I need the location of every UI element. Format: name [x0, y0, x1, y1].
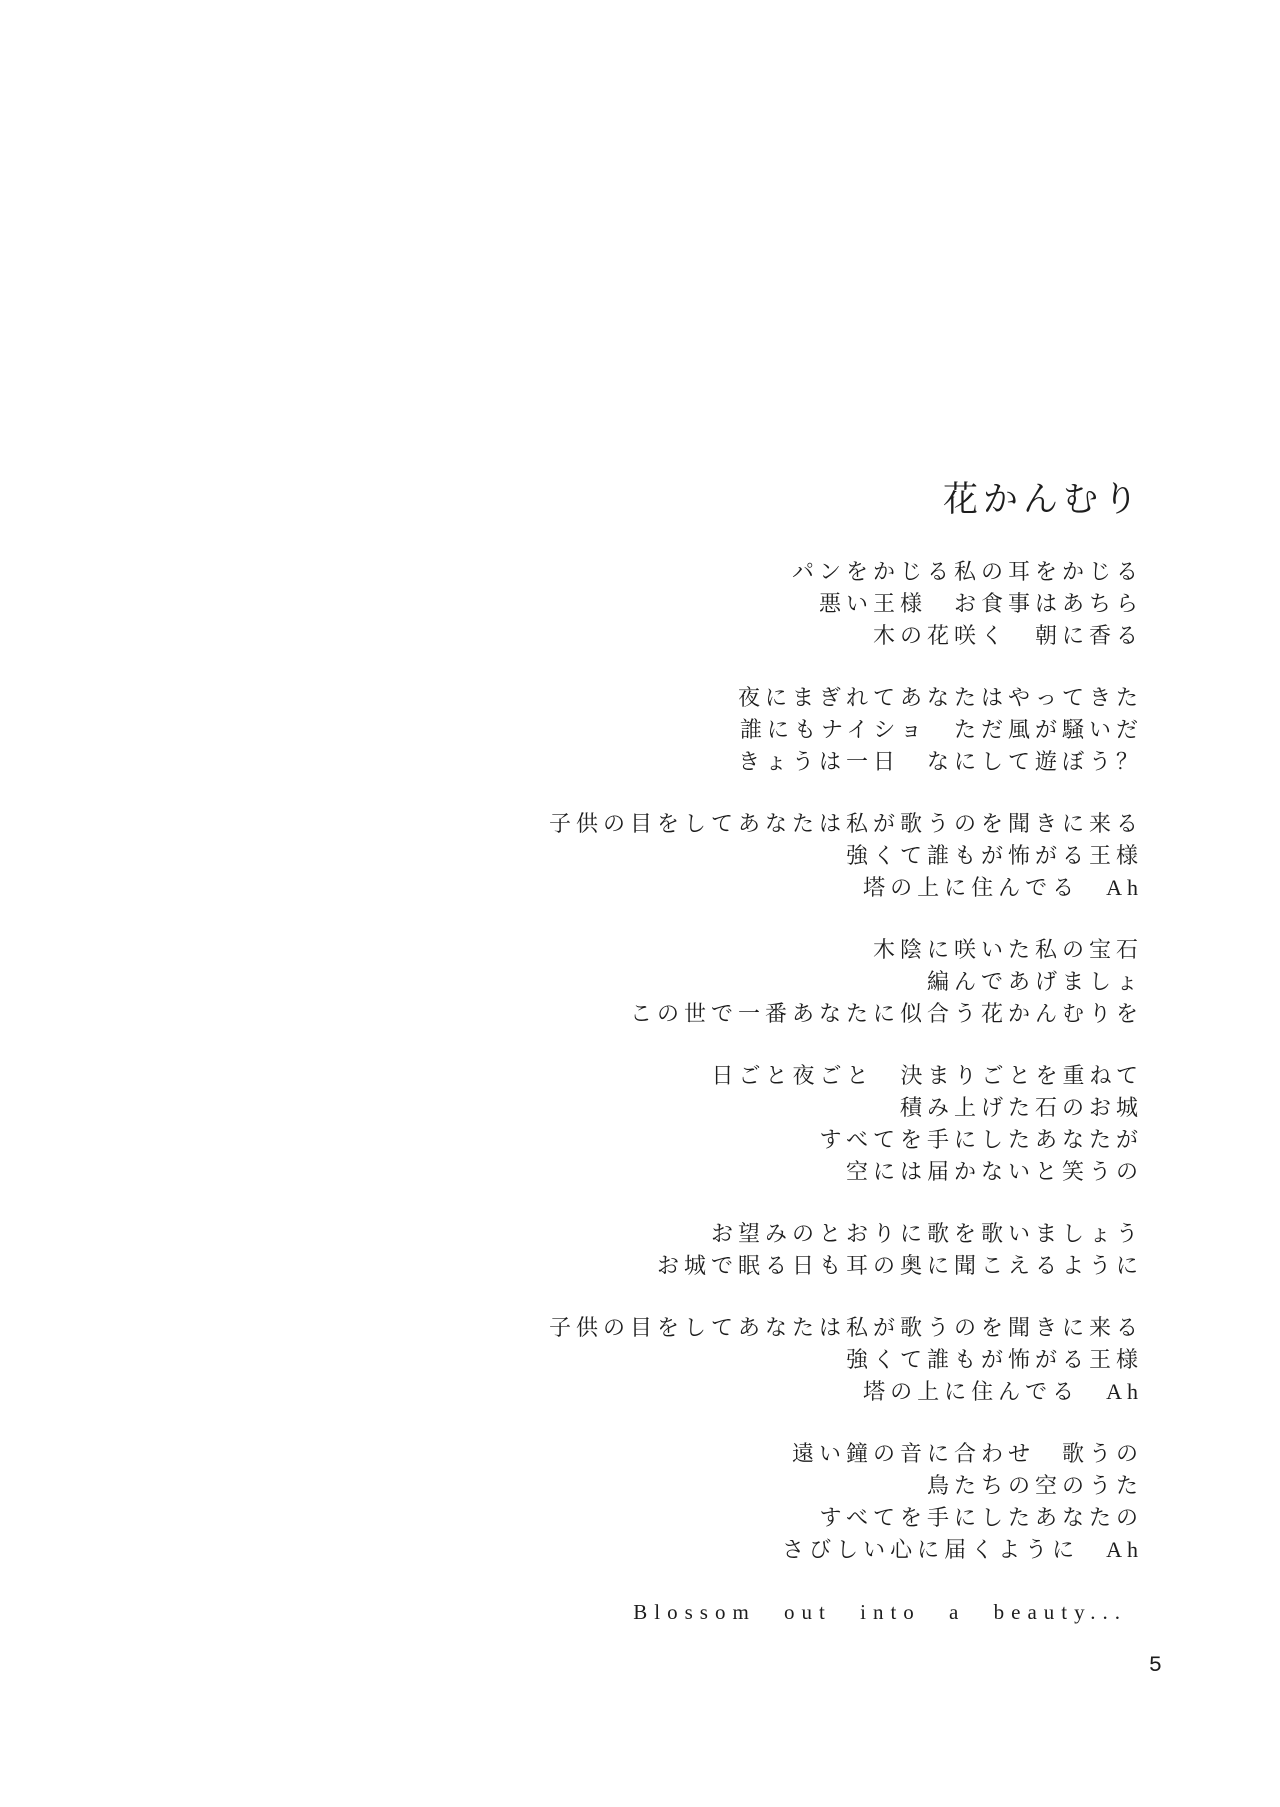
lyrics-stanza-2: [549, 682, 1143, 778]
lyric-line: すべてを手にしたあなたが: [819, 1127, 1143, 1152]
lyric-line: さびしい心に届くように Ah: [782, 1537, 1143, 1562]
lyric-line: 編んであげましょ: [926, 969, 1143, 994]
lyric-line: 子供の目をしてあなたは私が歌うのを聞きに来る: [548, 811, 1143, 836]
lyric-line: 塔の上に住んでる Ah: [863, 1379, 1143, 1404]
lyrics-stanza-5: [549, 1060, 1143, 1188]
lyric-line: 悪い王様 お食事はあちら: [818, 591, 1143, 616]
lyric-line: 鳥たちの空のうた: [926, 1473, 1143, 1498]
song-title: 花かんむり: [942, 480, 1143, 519]
lyric-line: きょうは一日 なにして遊ぼう？: [737, 749, 1143, 774]
lyric-line: 塔の上に住んでる Ah: [863, 875, 1143, 900]
lyric-line: 夜にまぎれてあなたはやってきた: [737, 685, 1143, 710]
lyrics-stanza-6: [549, 1218, 1143, 1282]
lyric-line: 木陰に咲いた私の宝石: [872, 937, 1143, 962]
lyric-line: 強くて誰もが怖がる王様: [845, 843, 1143, 868]
lyric-line: 日ごと夜ごと 決まりごとを重ねて: [711, 1063, 1143, 1088]
lyric-line: 空には届かないと笑うの: [845, 1159, 1143, 1184]
lyric-line: 木の花咲く 朝に香る: [872, 623, 1143, 648]
lyrics-stanza-4: [549, 934, 1143, 1030]
lyrics-stanza-8: [549, 1438, 1143, 1566]
lyric-line: お望みのとおりに歌を歌いましょう: [710, 1221, 1143, 1246]
lyric-line: 子供の目をしてあなたは私が歌うのを聞きに来る: [548, 1315, 1143, 1340]
closing-line: Blossom out into a beauty...: [633, 1600, 1127, 1624]
lyric-line: 遠い鐘の音に合わせ 歌うの: [791, 1441, 1143, 1466]
lyrics-stanza-7: [549, 1312, 1143, 1408]
lyric-line: 誰にもナイショ ただ風が騒いだ: [739, 717, 1143, 742]
lyrics-stanza-3: [549, 808, 1143, 904]
lyrics-stanza-1: [549, 556, 1143, 652]
lyric-line: この世で一番あなたに似合う花かんむりを: [629, 1001, 1143, 1026]
lyrics-content: [549, 478, 1143, 1628]
lyric-line: パンをかじる私の耳をかじる: [791, 559, 1143, 584]
lyric-line: 積み上げた石のお城: [899, 1095, 1143, 1120]
lyric-line: お城で眠る日も耳の奥に聞こえるように: [656, 1253, 1143, 1278]
page-number: 5: [1148, 1653, 1162, 1678]
lyric-line: 強くて誰もが怖がる王様: [845, 1347, 1143, 1372]
lyric-line: すべてを手にしたあなたの: [819, 1505, 1143, 1530]
